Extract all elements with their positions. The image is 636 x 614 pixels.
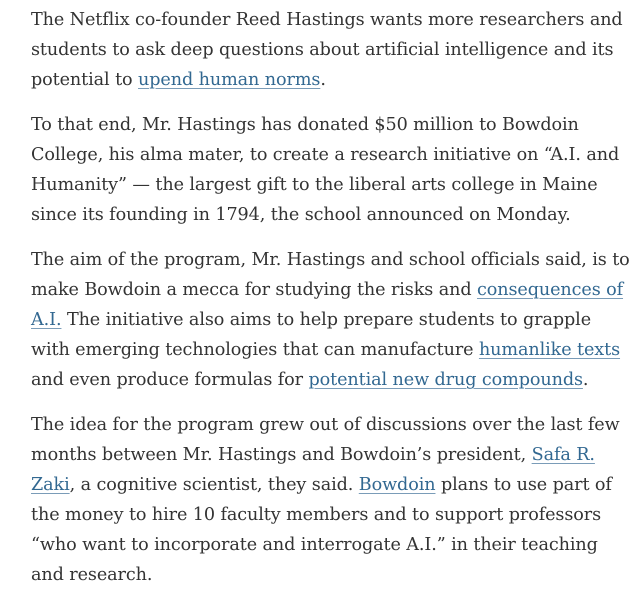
paragraph-4 — [31, 410, 631, 590]
paragraph-1 — [31, 5, 631, 95]
paragraph-4-text-b: , a cognitive scientist, they said. — [69, 475, 359, 495]
paragraph-3-text-a: The aim of the program, Mr. Hastings and school officials said, is to make Bowdoin a mecca for studying the risks and — [31, 250, 630, 300]
paragraph-4-text-c: plans to use part of the money to hire 10 faculty members and to support professors “who want to incorporate and interrogate A.I.” in their teaching and research. — [31, 475, 612, 585]
paragraph-4-text-a: The idea for the program grew out of discussions over the last few months between Mr. Hastings and Bowdoin’s president, — [31, 415, 620, 465]
link-potential-new-drug-compounds[interactable]: potential new drug compounds — [308, 370, 583, 390]
link-upend-human-norms[interactable]: upend human norms — [138, 70, 321, 90]
paragraph-1-text: The Netflix co-founder Reed Hastings wants more researchers and students to ask deep questions about artificial intelligence and its potential to — [31, 10, 623, 90]
link-consequences-of-ai[interactable]: consequences of A.I. — [31, 280, 624, 330]
paragraph-3-text-b: The initiative also aims to help prepare students to grapple with emerging technologies that can manufacture — [31, 310, 592, 360]
link-safa-r-zaki[interactable]: Safa R. Zaki — [31, 445, 595, 495]
paragraph-3-end: . — [582, 370, 589, 390]
paragraph-1-end: . — [320, 70, 326, 90]
paragraph-2 — [31, 110, 631, 230]
link-bowdoin[interactable]: Bowdoin — [358, 475, 436, 495]
paragraph-3 — [31, 245, 631, 395]
article-body — [31, 5, 631, 605]
paragraph-3-text-c: and even produce formulas for — [31, 370, 309, 390]
link-humanlike-texts[interactable]: humanlike texts — [478, 340, 621, 360]
paragraph-2-text: To that end, Mr. Hastings has donated $50 million to Bowdoin College, his alma mater, to create a research initiative on “A.I. and Humanity” — the largest gift to the liberal arts college in Maine since its founding in 1794, the school announced on Monday. — [31, 115, 620, 225]
